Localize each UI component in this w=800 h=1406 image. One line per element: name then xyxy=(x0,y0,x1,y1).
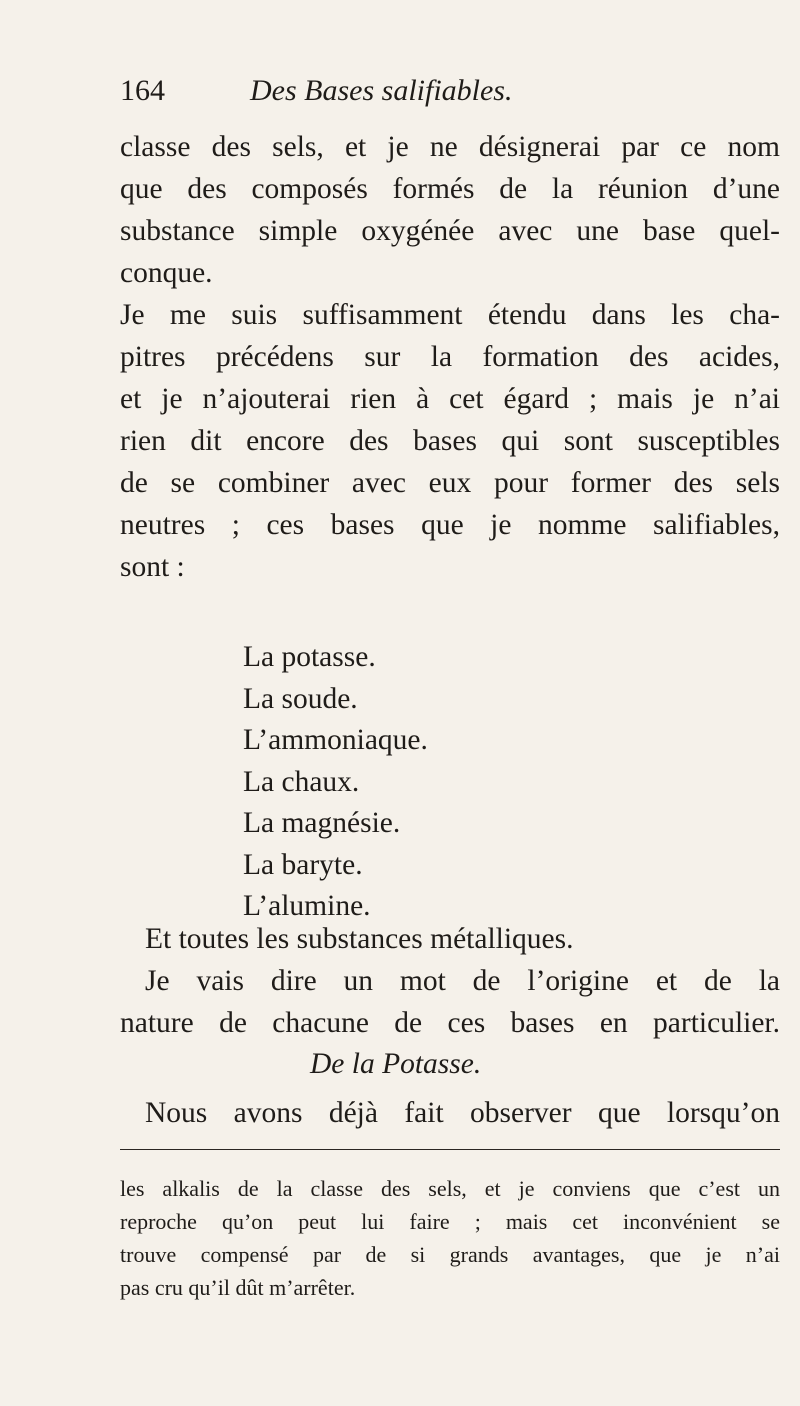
text-line: Nous avons déjà fait observer que lorsqu’on xyxy=(145,1097,780,1129)
list-item: La soude. xyxy=(243,682,358,715)
paragraph-4 xyxy=(120,1092,780,1134)
list-item: L’ammoniaque. xyxy=(243,724,428,756)
text-line: neutres ; ces bases que je nomme salifiables, xyxy=(120,509,780,541)
text-line: que des composés formés de la réunion d’une xyxy=(120,173,780,205)
list-item: La baryte. xyxy=(243,848,363,881)
text-line: Je me suis suffisamment étendu dans les cha- xyxy=(120,299,780,331)
list-item: La magnésie. xyxy=(243,807,401,839)
page-number: 164 xyxy=(120,74,165,107)
main-text-block xyxy=(120,126,780,588)
text-line: conque. xyxy=(120,257,213,289)
list-item: L’alumine. xyxy=(243,890,371,922)
footnote-line: reproche qu’on peut lui faire ; mais cet inconvénient se xyxy=(120,1209,780,1234)
text-line: classe des sels, et je ne désignerai par ce nom xyxy=(120,131,780,163)
footnote-line: pas cru qu’il dût m’arrêter. xyxy=(120,1275,356,1300)
list-item: La potasse. xyxy=(243,641,376,673)
page-header xyxy=(120,74,780,118)
text-line: de se combiner avec eux pour former des sels xyxy=(120,467,780,499)
footnote-rule xyxy=(120,1149,780,1150)
text-line: Je vais dire un mot de l’origine et de la xyxy=(145,965,780,997)
paragraph-1 xyxy=(120,126,780,294)
footnote-line: les alkalis de la classe des sels, et je conviens que c’est un xyxy=(120,1176,780,1201)
paragraph-2 xyxy=(120,294,780,588)
text-line: Et toutes les substances métalliques. xyxy=(145,923,574,955)
text-line: sont : xyxy=(120,551,185,583)
section-heading: De la Potasse. xyxy=(310,1048,482,1080)
bases-list xyxy=(243,637,428,928)
footnote xyxy=(120,1172,780,1304)
text-line: nature de chacune de ces bases en particulier. xyxy=(120,1007,780,1039)
text-line: rien dit encore des bases qui sont susceptibles xyxy=(120,425,780,457)
text-line: substance simple oxygénée avec une base quel- xyxy=(120,215,780,247)
text-line: et je n’ajouterai rien à cet égard ; mais je n’ai xyxy=(120,383,780,415)
footnote-line: trouve compensé par de si grands avantages, que je n’ai xyxy=(120,1242,780,1267)
running-title: Des Bases salifiables. xyxy=(250,74,513,107)
text-line: pitres précédens sur la formation des acides, xyxy=(120,341,780,373)
paragraph-3 xyxy=(120,918,780,1044)
list-item: La chaux. xyxy=(243,765,360,798)
